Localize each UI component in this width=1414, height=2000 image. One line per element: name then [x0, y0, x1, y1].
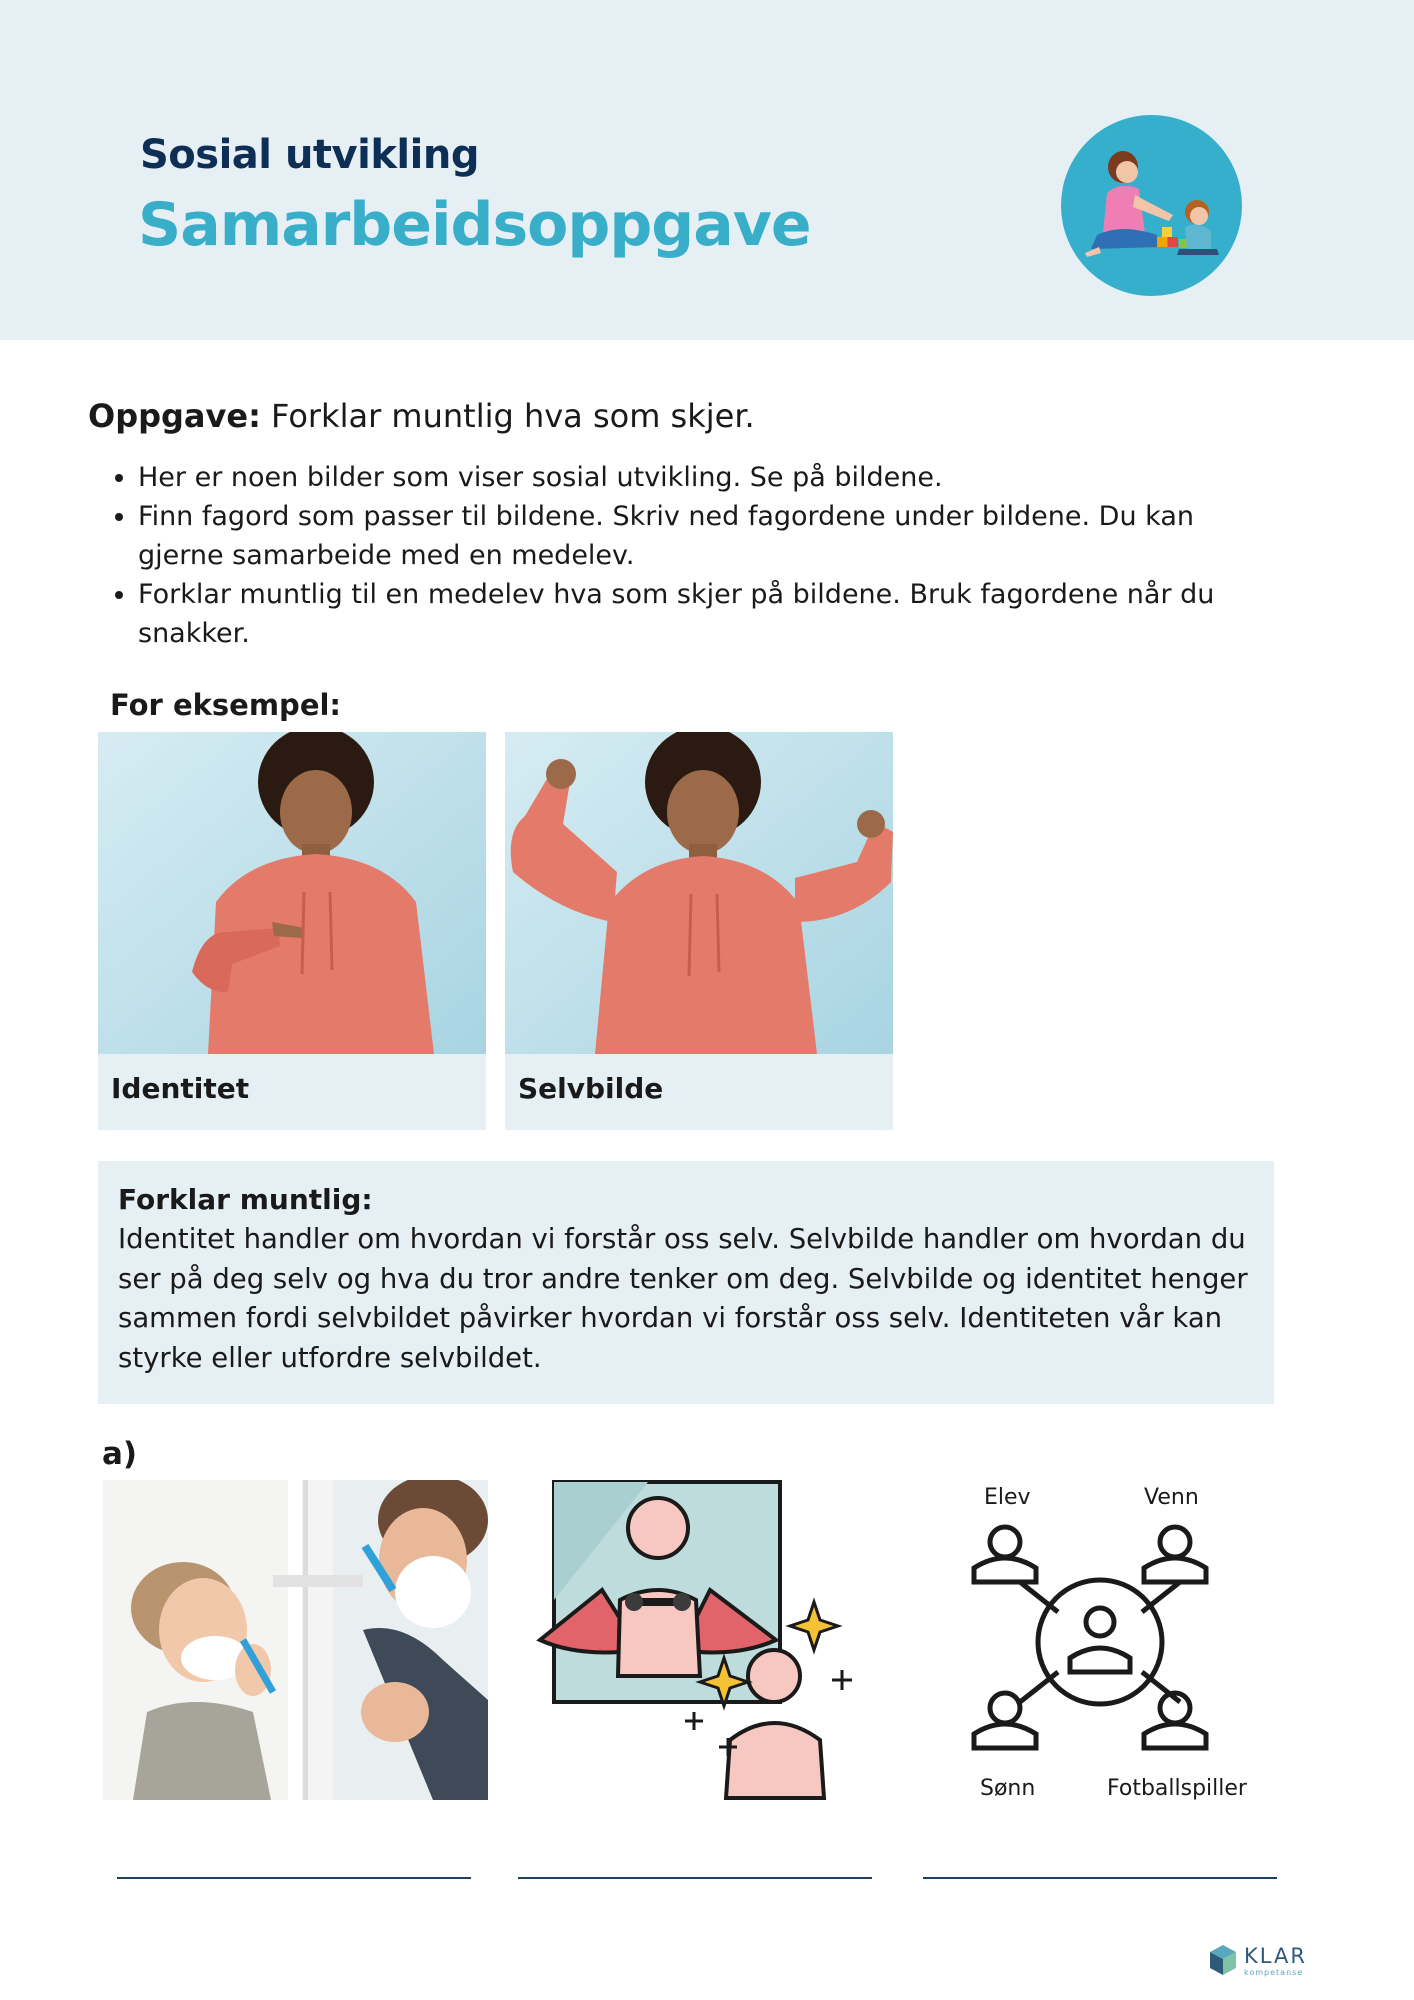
network-label-elev: Elev — [984, 1485, 1031, 1510]
boy-pointing-at-himself-photo — [98, 732, 486, 1054]
example-card-identitet — [98, 732, 486, 1130]
card-caption: Selvbilde — [518, 1072, 664, 1105]
network-label-venn: Venn — [1144, 1485, 1199, 1510]
card-caption: Identitet — [111, 1072, 250, 1105]
explanation-text: Identitet handler om hvordan vi forstår oss selv. Selvbilde handler om hvordan du ser på deg selv og hva du tror andre tenker om deg. Selvbilde og identitet henger sammen fordi selvbildet påvirker hvordan vi forstår oss selv. Identiteten vår kan styrke eller utfordre selvbildet. — [118, 1223, 1248, 1374]
header-banner — [0, 0, 1414, 340]
instruction-item: • Forklar muntlig til en medelev hva som skjer på bildene. Bruk fagordene når du snakker. — [138, 575, 1278, 653]
explanation-box — [98, 1161, 1274, 1404]
instruction-item: • Finn fagord som passer til bildene. Skriv ned fagordene under bildene. Du kan gjerne samarbeide med en medelev. — [138, 497, 1278, 575]
logo-word: KLAR — [1244, 1944, 1307, 1968]
answer-line[interactable] — [117, 1877, 471, 1879]
example-card-selvbilde — [505, 732, 893, 1130]
task-line — [88, 397, 755, 435]
part-a-label: a) — [102, 1436, 138, 1472]
explanation-heading: Forklar muntlig: — [118, 1183, 373, 1216]
klar-logo-icon — [1208, 1944, 1238, 1976]
answer-line[interactable] — [518, 1877, 872, 1879]
page-title: Samarbeidsoppgave — [138, 190, 811, 260]
network-label-sonn: Sønn — [980, 1776, 1036, 1801]
superhero-self-image-icon — [530, 1480, 875, 1800]
example-label: For eksempel: — [110, 688, 342, 722]
task-label: Oppgave: — [88, 397, 261, 435]
network-label-fotballspiller: Fotballspiller — [1107, 1776, 1247, 1801]
answer-line[interactable] — [923, 1877, 1277, 1879]
boy-flexing-arms-photo — [505, 732, 893, 1054]
caregiver-child-playing-icon — [1061, 115, 1242, 296]
task-text: Forklar muntlig hva som skjer. — [271, 397, 755, 435]
social-roles-network-icon — [930, 1472, 1270, 1812]
instruction-item: • Her er noen bilder som viser sosial utvikling. Se på bildene. — [138, 458, 1278, 497]
page-subtitle: Sosial utvikling — [140, 132, 479, 178]
logo-sub: kompetanse — [1244, 1968, 1304, 1977]
klar-logo — [1208, 1944, 1307, 1980]
instruction-list — [96, 458, 1278, 653]
child-imitating-father-shaving-photo — [103, 1480, 488, 1800]
